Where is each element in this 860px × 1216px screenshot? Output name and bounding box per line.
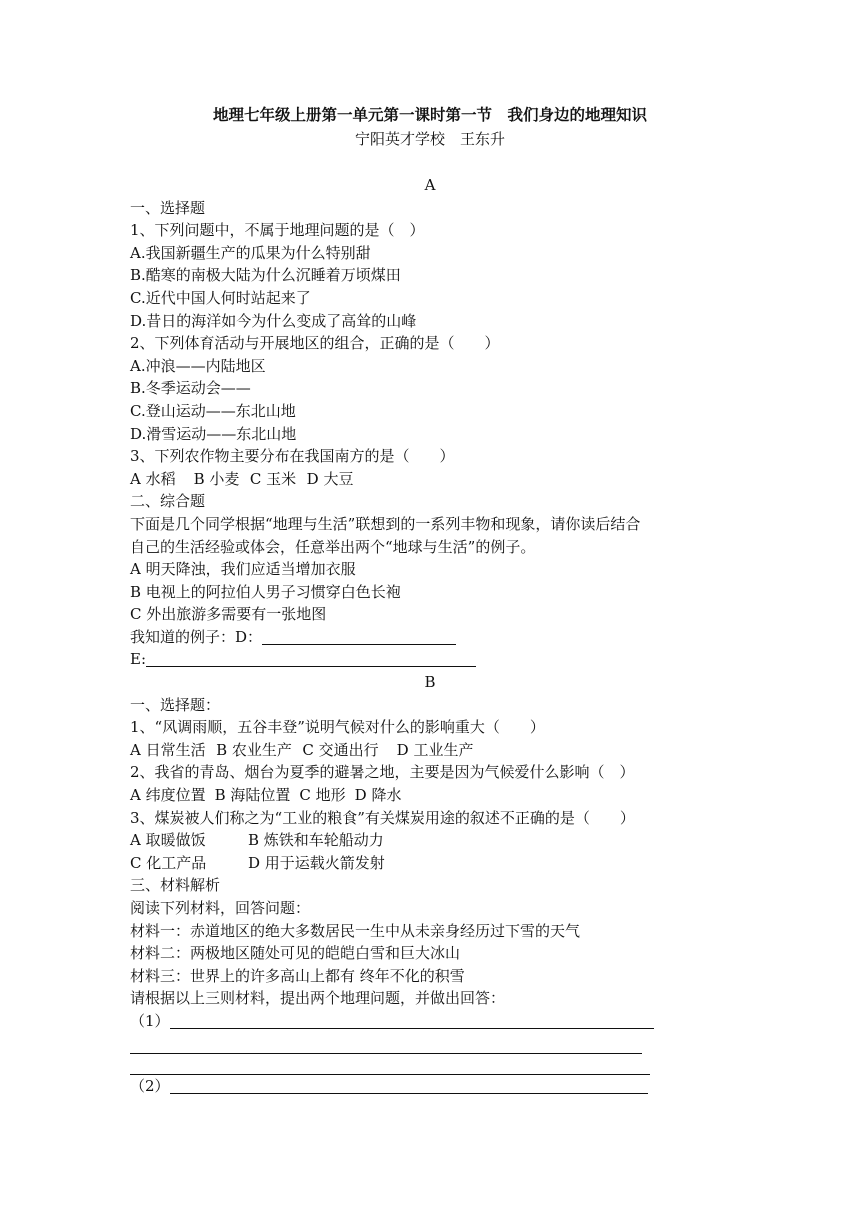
b-task: 请根据以上三则材料，提出两个地理问题，并做出回答： (130, 989, 506, 1008)
section-b-part1-heading: 一、选择题： (130, 695, 221, 714)
answer-1-blank[interactable] (170, 1012, 654, 1029)
b-q2-options-row (130, 784, 740, 807)
answer-e-label: E: (130, 650, 147, 669)
b-q3-option: C 化工产品 (130, 853, 207, 872)
section-a-part1-heading: 一、选择题 (130, 198, 206, 217)
b-material: 材料一：赤道地区的绝大多数居民一生中从未亲身经历过下雪的天气 (130, 921, 581, 940)
answer-e-row (130, 648, 740, 671)
answer-e-blank[interactable] (146, 650, 476, 667)
b-q2-option: A 纬度位置 (130, 786, 206, 805)
b-material: 材料三：世界上的许多高山上都有 终年不化的积雪 (130, 966, 465, 985)
a-example: B 电视上的阿拉伯人男子习惯穿白色长袍 (130, 582, 401, 601)
b-q2-option: B 海陆位置 (214, 786, 291, 805)
section-a-part2-heading: 二、综合题 (130, 492, 206, 511)
b-q1-option: A 日常生活 (130, 740, 206, 759)
answer-d-blank[interactable] (262, 628, 456, 645)
b-q1-option: D 工业生产 (396, 740, 474, 759)
b-q1-option: C 交通出行 (302, 740, 379, 759)
b-q1-option: B 农业生产 (216, 740, 292, 759)
b-q3-option: A 取暖做饭 (130, 831, 206, 850)
answer-1-label: （1） (130, 1011, 170, 1030)
b-q3-option: B 炼铁和车轮船动力 (248, 831, 384, 850)
a-intro-line: 自己的生活经验或体会，任意举出两个“地球与生活”的例子。 (130, 537, 536, 556)
b-q3-options-row (130, 829, 740, 852)
document-title: 地理七年级上册第一单元第一课时第一节 我们身边的地理知识 (212, 105, 647, 124)
b-q2-stem: 2、我省的青岛、烟台为夏季的避暑之地，主要是因为气候爱什么影响（ ） (130, 763, 635, 782)
a-example: A 明天降浊，我们应适当增加衣服 (130, 560, 356, 579)
document-author: 宁阳英才学校 王东升 (354, 130, 505, 148)
b-read-instruction: 阅读下列材料，回答问题： (130, 899, 311, 917)
answer-d-label: 我知道的例子：D： (130, 627, 263, 646)
a-q2-option: C.登山运动——东北山地 (130, 401, 296, 420)
a-q2-stem: 2、下列体育活动与开展地区的组合，正确的是（ ） (130, 334, 500, 353)
answer-1-line[interactable] (130, 1054, 650, 1075)
a-q3-options-row (130, 468, 740, 491)
document-body (130, 174, 740, 1097)
a-q1-option: A.我国新疆生产的瓜果为什么特别甜 (130, 243, 371, 262)
a-q2-option: D.滑雪运动——东北山地 (130, 424, 297, 443)
a-q2-option: B.冬季运动会—— (130, 379, 251, 398)
b-q1-stem: 1、“风调雨顺，五谷丰登”说明气候对什么的影响重大（ ） (130, 718, 545, 737)
section-b-label: B (424, 673, 436, 692)
a-q1-option: C.近代中国人何时站起来了 (130, 288, 311, 307)
b-q3-stem: 3、煤炭被人们称之为“工业的粮食”有关煤炭用途的叙述不正确的是（ ） (130, 808, 635, 827)
b-q2-option: D 降水 (354, 786, 402, 805)
a-intro-line: 下面是几个同学根据“地理与生活”联想到的一系列丰物和现象，请你读后结合 (130, 514, 641, 533)
a-q3-option: A 水稻 (130, 469, 176, 488)
a-q3-option: D 大豆 (306, 469, 354, 488)
answer-2-label: （2） (130, 1076, 170, 1095)
section-a-label: A (424, 176, 436, 194)
b-q1-options-row (130, 739, 740, 762)
b-q2-option: C 地形 (299, 786, 346, 805)
answer-2-blank[interactable] (170, 1077, 648, 1094)
b-q3-option: D 用于运载火箭发射 (248, 853, 385, 872)
a-q1-option: B.酷寒的南极大陆为什么沉睡着万顷煤田 (130, 266, 401, 285)
a-q3-option: C 玉米 (249, 469, 297, 488)
answer-1-line[interactable] (130, 1033, 642, 1054)
b-material: 材料二：两极地区随处可见的皑皑白雪和巨大冰山 (130, 944, 461, 963)
a-q3-stem: 3、下列农作物主要分布在我国南方的是（ ） (130, 447, 455, 466)
a-q1-option: D.昔日的海洋如今为什么变成了高耸的山峰 (130, 311, 417, 330)
a-example: C 外出旅游多需要有一张地图 (130, 605, 327, 624)
a-q3-option: B 小麦 (193, 469, 240, 488)
answer-1-row (130, 1010, 740, 1033)
a-q2-option: A.冲浪——内陆地区 (130, 356, 266, 375)
answer-2-row (130, 1075, 740, 1098)
section-b-part3-heading: 三、材料解析 (130, 876, 221, 895)
a-q1-stem: 1、下列问题中，不属于地理问题的是（ ） (130, 221, 425, 240)
answer-d-row (130, 626, 740, 649)
b-q3-options-row (130, 852, 740, 875)
